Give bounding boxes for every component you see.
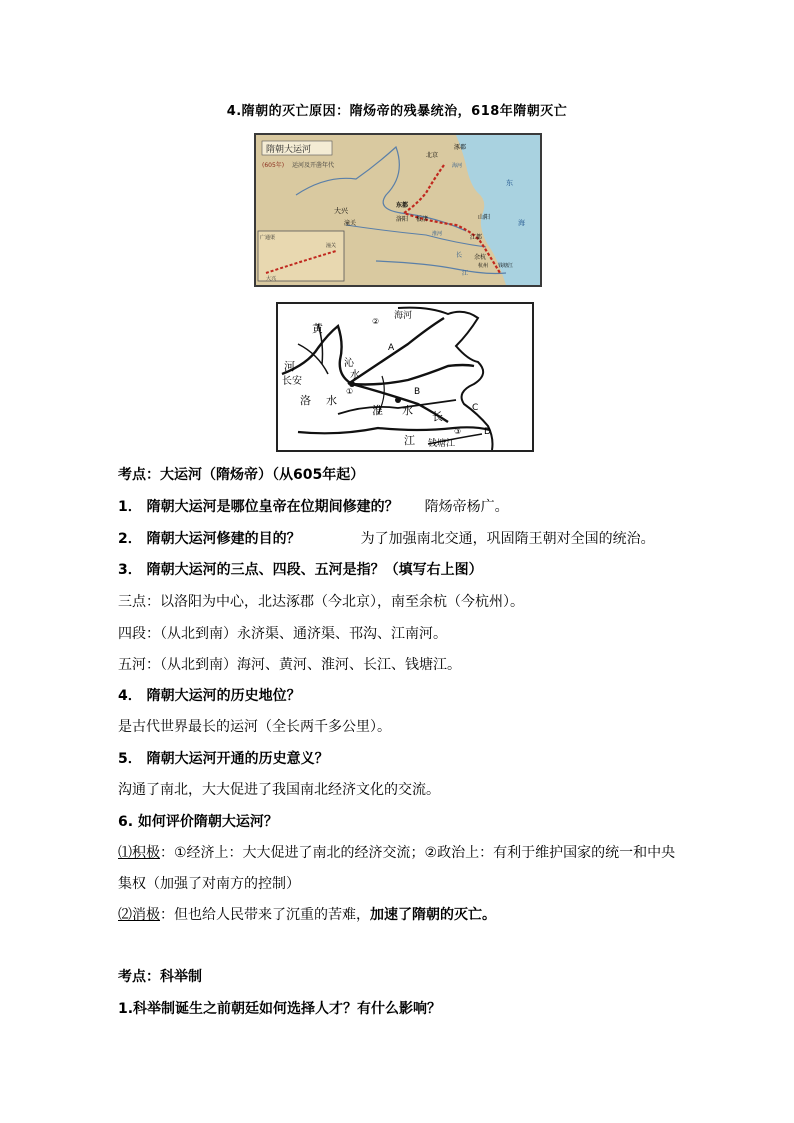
answer-5: 沟通了南北，大大促进了我国南北经济文化的交流。 bbox=[118, 782, 440, 798]
negative-text-bold: 加速了隋朝的灭亡。 bbox=[370, 907, 496, 923]
map2-label: D bbox=[484, 427, 491, 437]
answer-3-points: 三点：以洛阳为中心，北达涿郡（今北京），南至余杭（今杭州）。 bbox=[118, 594, 524, 610]
map1-label: 潼关 bbox=[344, 220, 357, 227]
map2-label: 水 bbox=[402, 404, 413, 417]
question-6: 6. 如何评价隋朝大运河？ bbox=[118, 814, 278, 830]
map1-label: 潼关 bbox=[326, 243, 337, 249]
map1-label: 钱塘江 bbox=[498, 263, 514, 269]
map1-label: 洛阳 bbox=[396, 216, 409, 223]
river-line-map bbox=[276, 302, 534, 452]
map1-label: 北京 bbox=[426, 152, 439, 159]
map2-label: 长安 bbox=[282, 376, 302, 387]
map1-label: 板渚 bbox=[416, 216, 429, 223]
map2-label: 水 bbox=[326, 394, 337, 407]
map2-label: ③ bbox=[454, 427, 462, 436]
map1-label: 大兴 bbox=[266, 276, 277, 282]
answer-3-rivers: 五河：（从北到南）海河、黄河、淮河、长江、钱塘江。 bbox=[118, 657, 461, 673]
map1-label: 大兴 bbox=[334, 207, 348, 215]
map1-year: (605年) bbox=[262, 162, 285, 169]
map2-label: 钱塘江 bbox=[428, 439, 456, 449]
map1-label: 东都 bbox=[396, 202, 409, 209]
question-1-text: 1． 隋朝大运河是哪位皇帝在位期间修建的？ bbox=[118, 499, 399, 515]
map1-label: 淮河 bbox=[432, 231, 443, 237]
answer-2: 为了加强南北交通，巩固隋王朝对全国的统治。 bbox=[360, 531, 655, 547]
map1-label: 海河 bbox=[452, 163, 463, 169]
map1-inset-label: 广通渠 bbox=[260, 235, 276, 241]
map2-label: B bbox=[414, 387, 421, 397]
map2-label: ① bbox=[346, 387, 354, 396]
question-2 bbox=[118, 530, 655, 548]
map2-label: A bbox=[388, 343, 395, 353]
question-3: 3． 隋朝大运河的三点、四段、五河是指？（填写右上图） bbox=[118, 562, 483, 578]
positive-text: ：①经济上：大大促进了南北的经济交流；②政治上：有利于维护国家的统一和中央 bbox=[160, 845, 676, 861]
map2-label: 江 bbox=[404, 434, 415, 447]
map2-label: 洛 bbox=[300, 394, 311, 407]
answer-1: 隋炀帝杨广。 bbox=[424, 499, 509, 515]
question-5: 5． 隋朝大运河开通的历史意义？ bbox=[118, 751, 329, 767]
negative-text: ：但也给人民带来了沉重的苦难， bbox=[160, 907, 370, 923]
river-map-graphic bbox=[278, 304, 532, 450]
map2-label: 长 bbox=[432, 410, 443, 423]
evaluation-positive-cont: 集权（加强了对南方的控制） bbox=[118, 876, 300, 892]
map1-label: 涿郡 bbox=[454, 144, 467, 151]
question-4: 4． 隋朝大运河的历史地位？ bbox=[118, 688, 301, 704]
map1-label: 江都 bbox=[470, 234, 483, 241]
map2-label: 沁 bbox=[344, 358, 354, 369]
kaodian-grand-canal: 考点：大运河（隋炀帝）（从605年起） bbox=[118, 467, 365, 483]
map2-label: 水 bbox=[350, 370, 360, 381]
evaluation-negative bbox=[118, 906, 496, 924]
map2-label: ② bbox=[372, 317, 380, 326]
question-2-text: 2． 隋朝大运河修建的目的？ bbox=[118, 531, 301, 547]
page-heading: 4.隋朝的灭亡原因：隋炀帝的残暴统治，618年隋朝灭亡 bbox=[226, 104, 568, 119]
map1-title: 隋朝大运河 bbox=[266, 145, 312, 155]
map1-label: 山阳 bbox=[478, 214, 491, 221]
answer-4: 是古代世界最长的运河（全长两千多公里）。 bbox=[118, 719, 391, 735]
question-1 bbox=[118, 498, 509, 516]
map2-label: 黄 bbox=[312, 322, 323, 335]
map2-label: 海河 bbox=[394, 311, 413, 321]
map1-legend: 运河及开凿年代 bbox=[292, 162, 335, 169]
exam-question-1: 1.科举制诞生之前朝廷如何选择人才？有什么影响？ bbox=[118, 1001, 442, 1017]
map2-label: 淮 bbox=[372, 404, 383, 417]
positive-label: ⑴积极 bbox=[118, 845, 160, 861]
map2-label: 河 bbox=[284, 360, 295, 373]
map1-label: 东 bbox=[506, 179, 513, 187]
map1-label: 江 bbox=[462, 270, 469, 277]
canal-map-graphic bbox=[256, 135, 540, 285]
map1-label: 杭州 bbox=[478, 263, 489, 269]
map2-label: C bbox=[472, 403, 479, 413]
evaluation-positive bbox=[118, 844, 675, 862]
map1-label: 海 bbox=[518, 219, 525, 227]
answer-3-segments: 四段：（从北到南）永济渠、通济渠、邗沟、江南河。 bbox=[118, 626, 447, 642]
negative-label: ⑵消极 bbox=[118, 907, 160, 923]
kaodian-imperial-exam: 考点：科举制 bbox=[118, 969, 202, 985]
map1-label: 余杭 bbox=[474, 254, 487, 261]
map1-label: 长 bbox=[456, 252, 463, 259]
sui-grand-canal-map bbox=[254, 133, 542, 287]
